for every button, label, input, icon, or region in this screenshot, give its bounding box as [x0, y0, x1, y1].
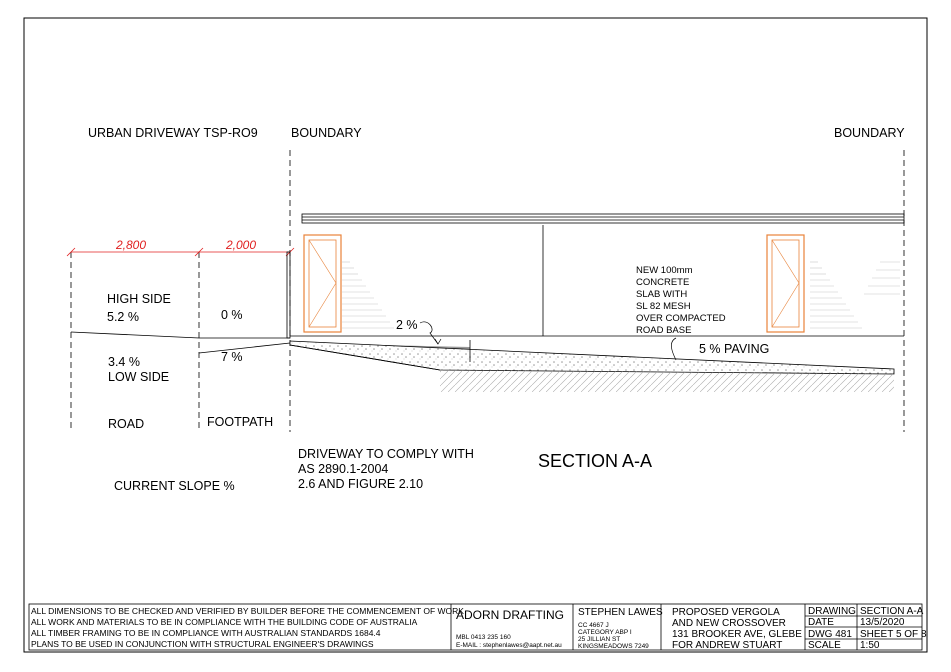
comply-note: DRIVEWAY TO COMPLY WITH AS 2890.1-2004 2.6 AND FIGURE 2.10	[298, 447, 474, 491]
title-block-notes: ALL DIMENSIONS TO BE CHECKED AND VERIFIED BY BUILDER BEFORE THE COMMENCEMENT OF WORK ALL WORK AND MATERIALS TO BE IN COMPLIANCE WITH THE BUILDING CODE OF AUSTRALIA ALL TIMBER FRAMING TO BE IN COMPLIANCE WITH AUSTRALIAN STANDARDS 1684.4 PLANS TO BE USED IN CONJUNCTION WITH STRUCTURAL ENGINEER'S DRAWINGS	[31, 606, 464, 649]
field-scale-label: SCALE	[808, 640, 841, 651]
field-date-value: 13/5/2020	[860, 617, 905, 628]
door-left	[304, 235, 341, 332]
field-dwg-value: SHEET 5 OF 8	[860, 629, 927, 640]
boundary-right-label: BOUNDARY	[834, 126, 905, 140]
slope-2-leader	[420, 322, 438, 344]
company-email: E-MAIL : stephenlawes@aapt.net.au	[456, 642, 562, 649]
low-side-pct: 3.4 %	[108, 355, 140, 369]
sheet-border	[24, 18, 927, 652]
urban-driveway-label: URBAN DRIVEWAY TSP-RO9	[88, 126, 258, 140]
current-slope-label: CURRENT SLOPE %	[114, 479, 235, 493]
paving-label: 5 % PAVING	[699, 342, 770, 356]
slab-note: NEW 100mm CONCRETE SLAB WITH SL 82 MESH OVER COMPACTED ROAD BASE	[636, 265, 726, 336]
company-name: ADORN DRAFTING	[456, 608, 564, 622]
drafter-details: CC 4667 J CATEGORY ABP I 25 JILLIAN ST KINGSMEADOWS 7249	[578, 622, 649, 650]
dim-road: 2,800	[116, 238, 147, 252]
dimension-lines	[67, 248, 294, 256]
footpath-label: FOOTPATH	[207, 415, 274, 429]
high-side-label: HIGH SIDE	[107, 292, 171, 306]
field-date-label: DATE	[808, 617, 834, 628]
field-drawing-value: SECTION A-A	[860, 606, 924, 617]
roof	[302, 214, 904, 223]
drafter-name: STEPHEN LAWES	[578, 607, 663, 618]
company-mbl: MBL 0413 235 160	[456, 634, 511, 641]
field-drawing-label: DRAWING	[808, 606, 856, 617]
field-scale-value: 1:50	[860, 640, 880, 651]
wall-hatch	[342, 262, 900, 328]
paving-leader	[671, 338, 676, 360]
project-details: PROPOSED VERGOLA AND NEW CROSSOVER 131 BROOKER AVE, GLEBE FOR ANDREW STUART	[672, 607, 802, 651]
slope-2-label: 2 %	[396, 318, 418, 332]
dim-footpath: 2,000	[226, 238, 257, 252]
footpath-top-pct: 0 %	[221, 308, 243, 322]
door-right	[767, 235, 804, 332]
concrete-slab	[290, 341, 894, 374]
field-dwg-label: DWG 481	[808, 629, 852, 640]
boundary-left-label: BOUNDARY	[291, 126, 362, 140]
road-profile	[71, 332, 290, 353]
boundary-post	[287, 252, 290, 338]
low-side-label: LOW SIDE	[108, 370, 170, 384]
footpath-bottom-pct: 7 %	[221, 350, 243, 364]
road-label: ROAD	[108, 417, 145, 431]
section-title: SECTION A-A	[538, 451, 653, 471]
high-side-pct: 5.2 %	[107, 310, 139, 324]
